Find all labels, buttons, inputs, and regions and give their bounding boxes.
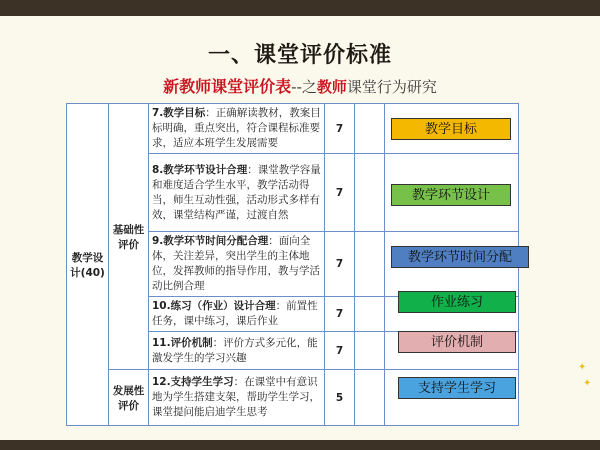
blank-cell — [355, 104, 385, 154]
criterion-title: 10.练习（作业）设计合理 — [152, 300, 276, 312]
score-cell: 7 — [325, 297, 355, 332]
criterion-desc — [149, 154, 325, 232]
tag-support-learning: 支持学生学习 — [398, 377, 516, 399]
score-cell: 7 — [325, 154, 355, 232]
top-decor-bar — [0, 0, 600, 16]
criterion-title: 11.评价机制 — [152, 336, 213, 349]
tag-teaching-goal: 教学目标 — [391, 118, 511, 140]
criterion-desc — [149, 297, 325, 332]
criterion-title: 12.支持学生学习 — [152, 376, 234, 388]
score-cell: 7 — [325, 232, 355, 297]
criterion-desc — [149, 104, 325, 154]
sparkle-icon: ✦ — [583, 378, 592, 389]
tag-time-allocation: 教学环节时间分配 — [391, 246, 529, 268]
score-cell: 5 — [325, 370, 355, 426]
criterion-text: ：课堂教学容量和难度适合学生水平，教学活动得当，师生互动性强，活动形式多样有效，课堂结构严谨，过渡自然 — [152, 163, 321, 221]
tag-teaching-design: 教学环节设计 — [391, 184, 511, 206]
tag-evaluation: 评价机制 — [398, 331, 516, 353]
criterion-title: 8.教学环节设计合理 — [152, 163, 248, 176]
criterion-desc — [149, 370, 325, 426]
blank-cell — [355, 370, 385, 426]
page-title: 一、课堂评价标准 — [207, 43, 392, 68]
bottom-decor-bar — [0, 440, 600, 450]
subtitle-part1: 新教师课堂评价表 — [163, 77, 292, 96]
group-basic-cell: 基础性评价 — [109, 104, 149, 370]
category-cell: 教学设计(40) — [67, 104, 109, 426]
score-cell: 7 — [325, 332, 355, 370]
criterion-title: 7.教学目标 — [152, 107, 206, 119]
criterion-text: ：前置性任务，课中练习，课后作业 — [152, 300, 318, 327]
group-dev-cell: 发展性评价 — [109, 370, 149, 426]
criterion-text: ：评价方式多元化，能激发学生的学习兴趣 — [152, 336, 318, 364]
blank-cell — [355, 332, 385, 370]
criterion-desc — [149, 232, 325, 297]
criterion-text: ：正确解读教材，教案目标明确，重点突出，符合课程标准要求，适应本班学生发展需要 — [152, 107, 321, 149]
subtitle-part3: 教师 — [316, 78, 347, 96]
score-cell: 7 — [325, 104, 355, 154]
criterion-text: ：面向全体，关注差异，突出学生的主体地位，发挥教师的指导作用，教与学活动比例合理 — [152, 235, 320, 292]
sparkle-icon: ✦ — [578, 362, 587, 373]
criterion-desc — [149, 332, 325, 370]
blank-cell — [355, 154, 385, 232]
blank-cell — [355, 232, 385, 297]
criterion-title: 9.教学环节时间分配合理 — [152, 235, 269, 247]
tag-homework: 作业练习 — [398, 291, 516, 313]
page-subtitle — [0, 74, 600, 97]
blank-cell — [355, 297, 385, 332]
subtitle-part2: --之 — [291, 78, 317, 96]
subtitle-part4: 课堂行为研究 — [346, 78, 437, 96]
criterion-text: ：在课堂中有意识地为学生搭建支架，帮助学生学习，课堂提问能启迪学生思考 — [152, 376, 320, 418]
